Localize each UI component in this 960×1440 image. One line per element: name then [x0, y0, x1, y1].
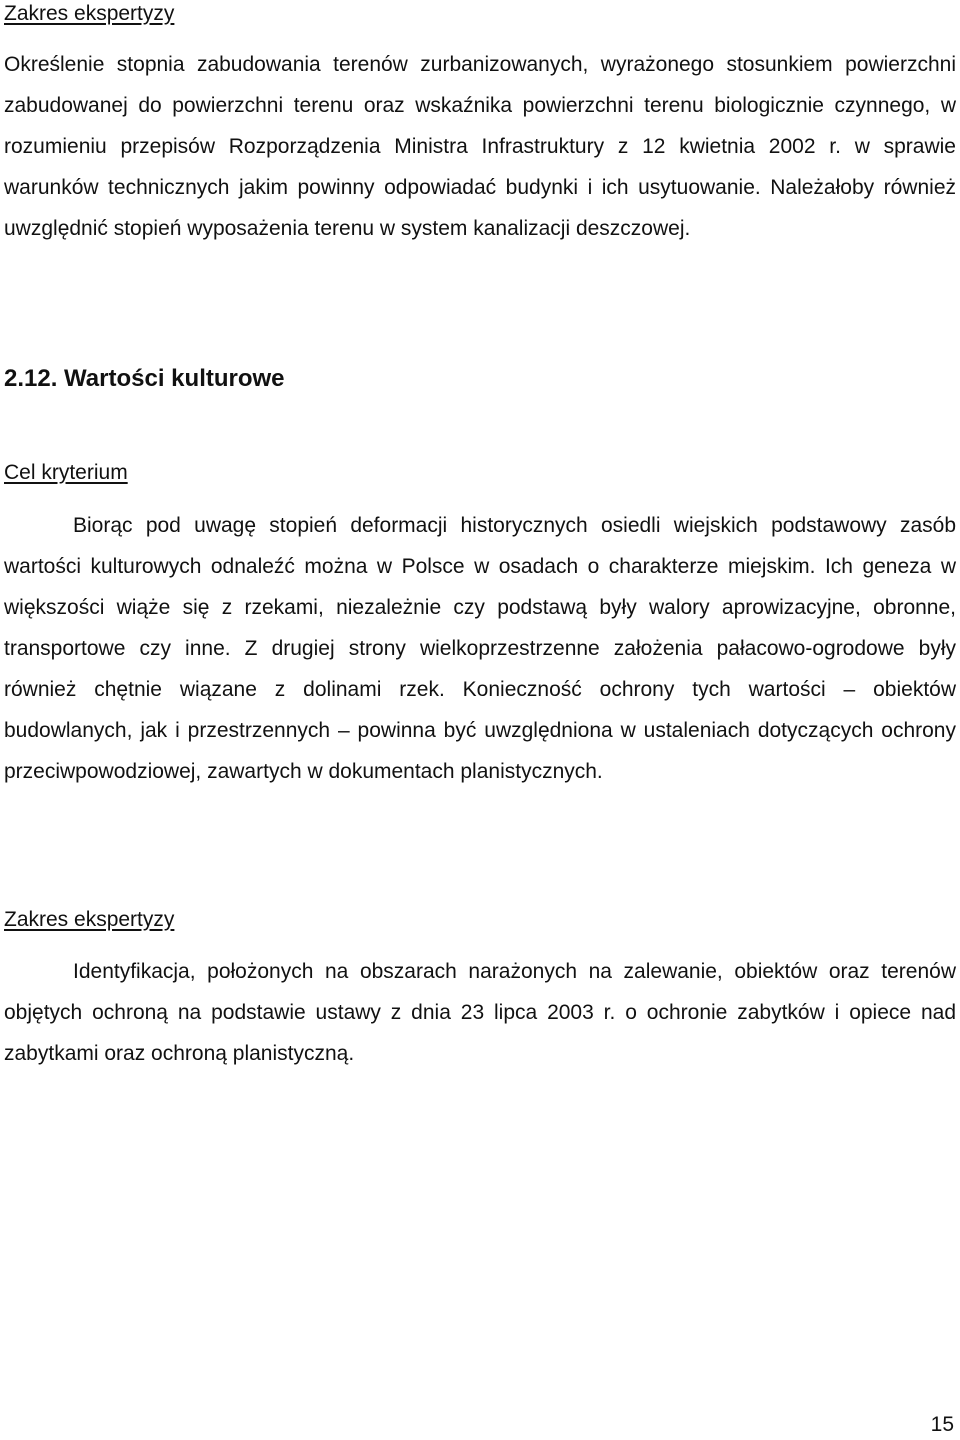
heading-zakres-ekspertyzy-2: Zakres ekspertyzy: [4, 908, 175, 931]
heading-zakres-ekspertyzy-1: Zakres ekspertyzy: [4, 2, 175, 25]
paragraph-zakres-ekspertyzy-1: Określenie stopnia zabudowania terenów zurbanizowanych, wyrażonego stosunkiem powierzchni zabudowanej do powierzchni terenu oraz wskaźnika powierzchni terenu biologicznie czynnego, w rozumieniu przepisów Rozporządzenia Ministra Infrastruktury z 12 kwietnia 2002 r. w sprawie warunków technicznych jakim powinny odpowiadać budynki i ich usytuowanie. Należałoby również uwzględnić stopień wyposażenia terenu w system kanalizacji deszczowej.: [4, 53, 956, 240]
page-number: 15: [930, 1413, 954, 1436]
section-title: 2.12. Wartości kulturowe: [4, 365, 285, 392]
paragraph-cel-kryterium: Biorąc pod uwagę stopień deformacji historycznych osiedli wiejskich podstawowy zasób wartości kulturowych odnaleźć można w Polsce w osadach o charakterze miejskim. Ich geneza w większości wiąże się z rzekami, niezależnie czy podstawą były walory aprowizacyjne, obronne, transportowe czy inne. Z drugiej strony wielkoprzestrzenne założenia pałacowo-ogrodowe były również chętnie wiązane z dolinami rzek. Konieczność ochrony tych wartości – obiektów budowlanych, jak i przestrzennych – powinna być uwzględniona w ustaleniach dotyczących ochrony przeciwpowodziowej, zawartych w dokumentach planistycznych.: [4, 514, 956, 783]
document-page: [4, 0, 956, 1440]
paragraph-zakres-ekspertyzy-2: Identyfikacja, położonych na obszarach narażonych na zalewanie, obiektów oraz terenów objętych ochroną na podstawie ustawy z dnia 23 lipca 2003 r. o ochronie zabytków i opiece nad zabytkami oraz ochroną planistyczną.: [4, 960, 956, 1065]
heading-cel-kryterium: Cel kryterium: [4, 461, 128, 484]
